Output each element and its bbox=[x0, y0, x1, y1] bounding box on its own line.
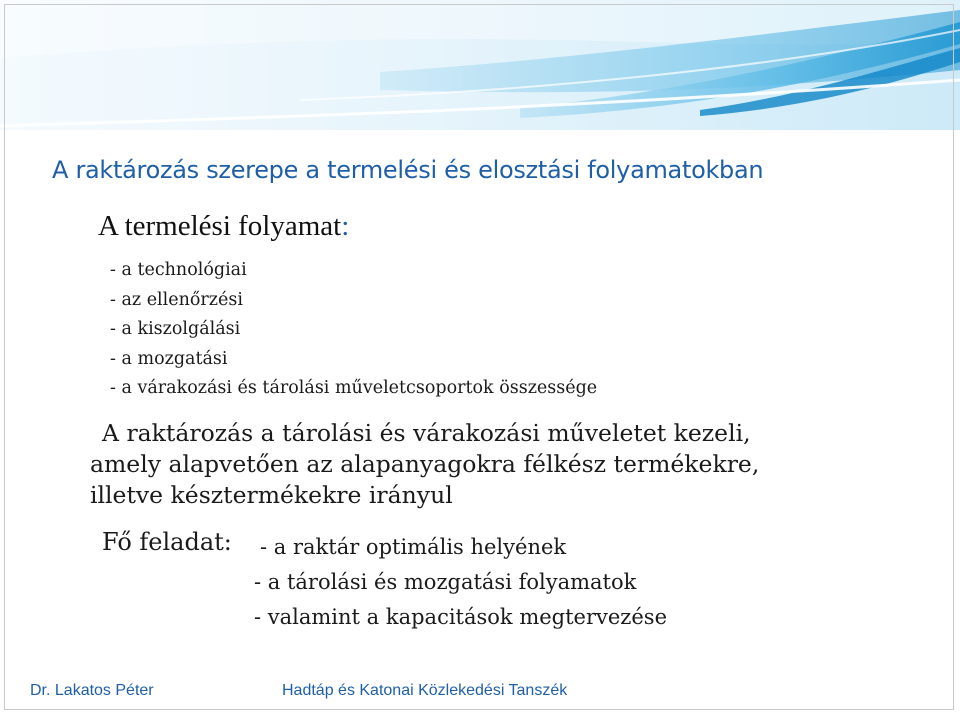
paragraph-line: amely alapvetően az alapanyagokra félkész termékekre, bbox=[90, 450, 760, 478]
list-item: - a várakozási és tárolási műveletcsoportok összessége bbox=[110, 378, 598, 398]
subtitle bbox=[98, 210, 349, 243]
list-item: - a technológiai bbox=[110, 260, 247, 280]
warehousing-paragraph bbox=[90, 418, 759, 511]
list-item: - a kiszolgálási bbox=[110, 319, 241, 339]
main-task-list bbox=[254, 530, 667, 635]
main-task-label: Fő feladat: bbox=[102, 528, 232, 556]
footer-department: Hadtáp és Katonai Közlekedési Tanszék bbox=[282, 682, 568, 699]
header-wave-decoration bbox=[0, 0, 960, 130]
list-item: - a mozgatási bbox=[110, 348, 228, 369]
list-item: - a tárolási és mozgatási folyamatok bbox=[254, 570, 637, 594]
list-item: - valamint a kapacitások megtervezése bbox=[254, 605, 667, 629]
slide-title: A raktározás szerepe a termelési és elosztási folyamatokban bbox=[52, 156, 764, 184]
paragraph-line: illetve késztermékekre irányul bbox=[90, 481, 453, 509]
footer-author: Dr. Lakatos Péter bbox=[30, 682, 154, 699]
list-item: - az ellenőrzési bbox=[110, 289, 243, 310]
paragraph-line: A raktározás a tárolási és várakozási műveletet kezeli, bbox=[102, 419, 751, 447]
subtitle-colon: : bbox=[341, 210, 350, 242]
subtitle-text: A termelési folyamat bbox=[98, 210, 342, 242]
list-item: - a raktár optimális helyének bbox=[260, 535, 567, 559]
process-list bbox=[110, 256, 597, 404]
